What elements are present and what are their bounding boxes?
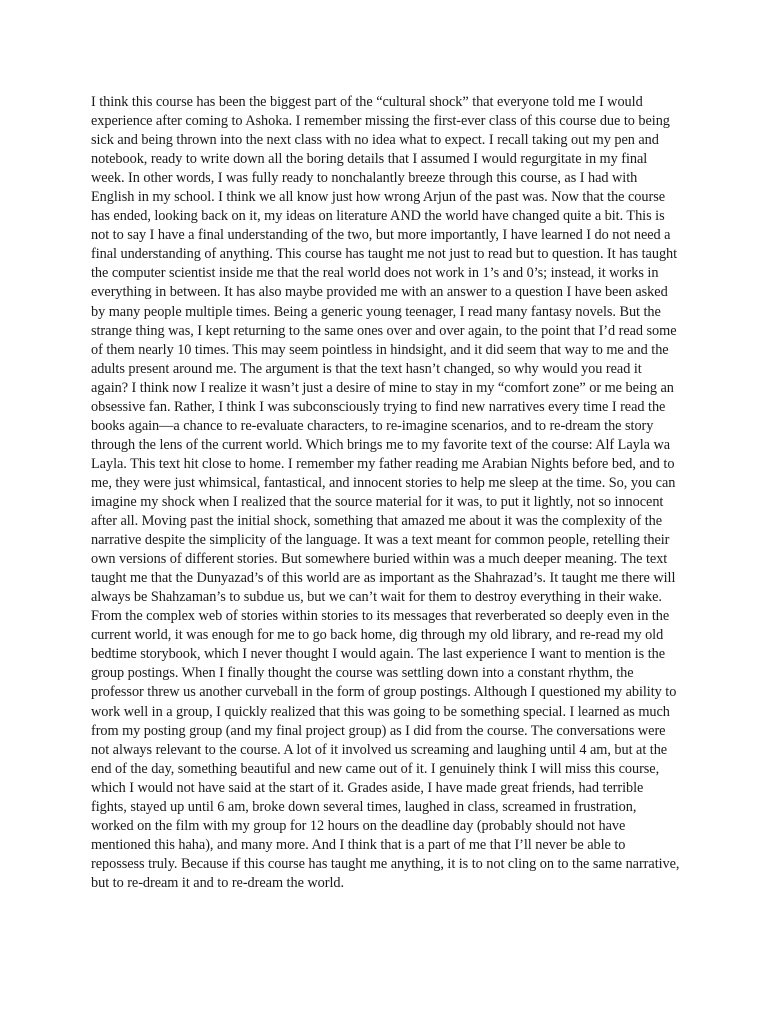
body-paragraph: I think this course has been the biggest part of the “cultural shock” that everyone told me I would experience after coming to Ashoka. I remember missing the first-ever class of this course due to being sick and being thrown into the next class with no idea what to expect. I recall taking out my pen and notebook, ready to write down all the boring details that I assumed I would regurgitate in my final week. In other words, I was fully ready to nonchalantly breeze through this course, as I had with English in my school. I think we all know just how wrong Arjun of the past was. Now that the course has ended, looking back on it, my ideas on literature AND the world have changed quite a bit. This is not to say I have a final understanding of the two, but more importantly, I have learned I do not need a final understanding of anything. This course has taught me not just to read but to question. It has taught the computer scientist inside me that the real world does not work in 1’s and 0’s; instead, it works in everything in between. It has also maybe provided me with an answer to a question I have been asked by many people multiple times. Being a generic young teenager, I read many fantasy novels. But the strange thing was, I kept returning to the same ones over and over again, to the point that I’d read some of them nearly 10 times. This may seem pointless in hindsight, and it did seem that way to me and the adults present around me. The argument is that the text hasn’t changed, so why would you read it again? I think now I realize it wasn’t just a desire of mine to stay in my “comfort zone” or me being an obsessive fan. Rather, I think I was subconsciously trying to find new narratives every time I read the books again—a chance to re-evaluate characters, to re-imagine scenarios, and to re-dream the story through the lens of the current world. Which brings me to my favorite text of the course: Alf Layla wa Layla. This text hit close to home. I remember my father reading me Arabian Nights before bed, and to me, they were just whimsical, fantastical, and innocent stories to help me sleep at the time. So, you can imagine my shock when I realized that the source material for it was, to put it lightly, not so innocent after all. Moving past the initial shock, something that amazed me about it was the complexity of the narrative despite the simplicity of the language. It was a text meant for common people, retelling their own versions of different stories. But somewhere buried within was a much deeper meaning. The text taught me that the Dunyazad’s of this world are as important as the Shahrazad’s. It taught me there will always be Shahzaman’s to subdue us, but we can’t wait for them to destroy everything in their wake. From the complex web of stories within stories to its messages that reverberated so deeply even in the current world, it was enough for me to go back home, dig through my old library, and re-read my old bedtime storybook, which I never thought I would again. The last experience I want to mention is the group postings. When I finally thought the course was settling down into a constant rhythm, the professor threw us another curveball in the form of group postings. Although I questioned my ability to work well in a group, I quickly realized that this was going to be something special. I learned as much from my posting group (and my final project group) as I did from the course. The conversations were not always relevant to the course. A lot of it involved us screaming and laughing until 4 am, but at the end of the day, something beautiful and new came out of it. I genuinely think I will miss this course, which I would not have said at the start of it. Grades aside, I have made great friends, had terrible fights, stayed up until 6 am, broke down several times, laughed in class, screamed in frustration, worked on the film with my group for 12 hours on the deadline day (probably should not have mentioned this haha), and many more. And I think that is a part of me that I’ll never be able to repossess truly. Because if this course has taught me anything, it is to not cling on to the same narrative, but to re-dream it and to re-dream the world. [91, 94, 680, 891]
